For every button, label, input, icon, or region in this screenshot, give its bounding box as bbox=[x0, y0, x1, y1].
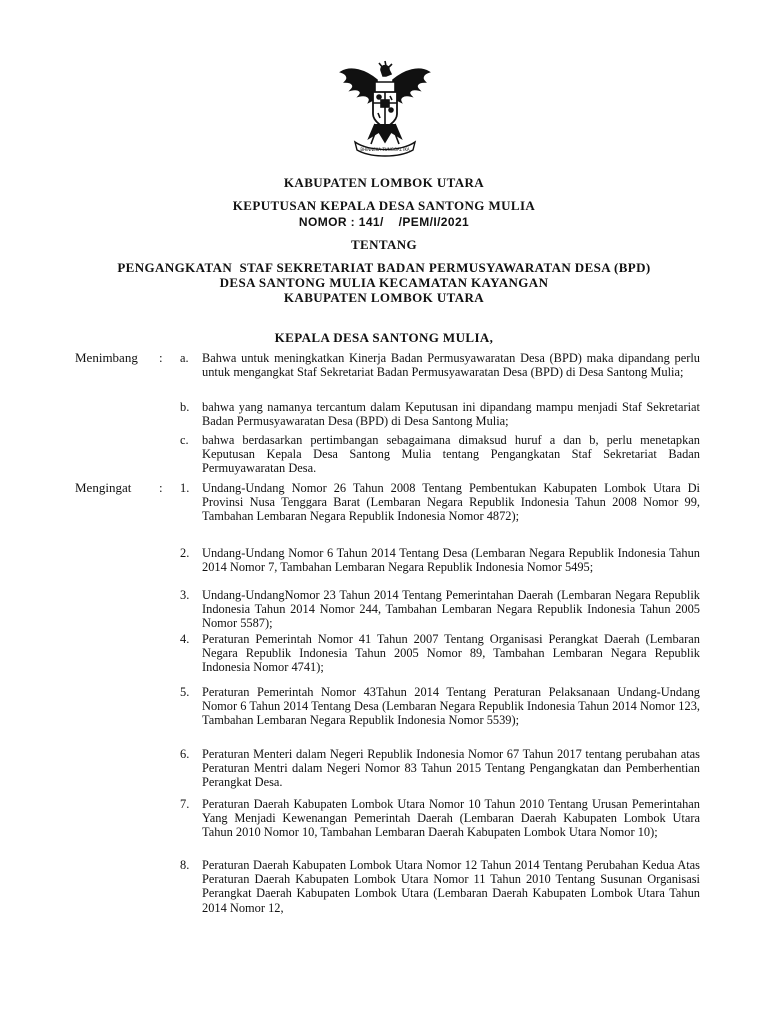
item-marker: 2. bbox=[180, 546, 190, 560]
item-marker: 3. bbox=[180, 588, 190, 602]
item-text: Peraturan Pemerintah Nomor 41 Tahun 2007 Tentang Organisasi Perangkat Daerah (Lembaran Negara Republik Indonesia Tahun 2005 Nomor 89, Tambahan Lembaran Negara Republik Indonesia Nomor 4741); bbox=[202, 632, 700, 675]
keputusan-heading: KEPUTUSAN KEPALA DESA SANTONG MULIA bbox=[232, 198, 536, 213]
mengingat-label: Mengingat bbox=[75, 480, 132, 495]
subject-line-1: PENGANGKATAN STAF SEKRETARIAT BADAN PERMUSYAWARATAN DESA (BPD) bbox=[117, 260, 651, 275]
item-text: Peraturan Menteri dalam Negeri Republik Indonesia Nomor 67 Tahun 2017 tentang perubahan atas Peraturan Mentri dalam Negeri Nomor 83 Tahun 2015 Tentang Pengangkatan dan Pemberhentian Perangkat Desa. bbox=[202, 747, 700, 790]
item-marker: 4. bbox=[180, 632, 190, 646]
item-text: Bahwa untuk meningkatkan Kinerja Badan Permusyawaratan Desa (BPD) maka dipandang perlu untuk mengangkat Staf Sekretariat Badan Permusyawaratan Desa (BPD) di Desa Santong Mulia; bbox=[202, 351, 700, 380]
emblem-motto: BHINNEKA TUNGGAL IKA bbox=[360, 147, 410, 152]
nomor-line: NOMOR : 141/ /PEM/I/2021 bbox=[298, 215, 470, 229]
item-marker: 7. bbox=[180, 797, 190, 811]
item-marker: 5. bbox=[180, 685, 190, 699]
item-marker: b. bbox=[180, 400, 190, 414]
item-text: Peraturan Daerah Kabupaten Lombok Utara Nomor 12 Tahun 2014 Tentang Perubahan Kedua Atas Peraturan Daerah Kabupaten Lombok Utara Nomor 11 Tahun 2010 Tentang Susunan Organisasi Perangkat Daerah Kabupaten Lombok Utara (Lembaran Daerah Kabupaten Lombok Utara Tahun 2014 Nomor 12, bbox=[202, 858, 700, 915]
item-text: Undang-UndangNomor 23 Tahun 2014 Tentang Pemerintahan Daerah (Lembaran Negara Republik Indonesia Tahun 2014 Nomor 244, Tambahan Lembaran Negara Republik Indonesia Tahun 2005 Nomor 5587); bbox=[202, 588, 700, 631]
menimbang-colon: : bbox=[159, 350, 163, 365]
garuda-emblem-icon bbox=[329, 58, 441, 160]
item-text: Peraturan Pemerintah Nomor 43Tahun 2014 Tentang Peraturan Pelaksanaan Undang-Undang Nomor 6 Tahun 2014 Tentang Desa (Lembaran Negara Republik Indonesia Tahun 2014 Nomor 123, Tambahan Lembaran Negara Republik Indonesia Nomor 5539); bbox=[202, 685, 700, 728]
item-marker: 6. bbox=[180, 747, 190, 761]
item-text: Undang-Undang Nomor 6 Tahun 2014 Tentang Desa (Lembaran Negara Republik Indonesia Tahun 2014 Nomor 7, Tambahan Lembaran Negara Republik Indonesia Nomor 5495; bbox=[202, 546, 700, 575]
item-text: Undang-Undang Nomor 26 Tahun 2008 Tentang Pembentukan Kabupaten Lombok Utara Di Provinsi Nusa Tenggara Barat (Lembaran Negara Republik Indonesia Tahun 2008 Nomor 99, Tambahan Lembaran Negara Republik Indonesia Nomor 4872); bbox=[202, 481, 700, 524]
kabupaten-heading: KABUPATEN LOMBOK UTARA bbox=[283, 175, 485, 190]
tentang-heading: TENTANG bbox=[350, 237, 418, 252]
item-marker: 8. bbox=[180, 858, 190, 872]
mengingat-colon: : bbox=[159, 480, 163, 495]
menimbang-label: Menimbang bbox=[75, 350, 138, 365]
item-marker: 1. bbox=[180, 481, 190, 495]
item-text: Peraturan Daerah Kabupaten Lombok Utara Nomor 10 Tahun 2010 Tentang Urusan Pemerintahan Yang Menjadi Kewenangan Pemerintah Daerah (Lembaran Daerah Kabupaten Lombok Utara Tahun 2010 Nomor 10, Tambahan Lembaran Daerah Kabupaten Lombok Utara Nomor 10); bbox=[202, 797, 700, 840]
kepala-desa-heading: KEPALA DESA SANTONG MULIA, bbox=[274, 330, 494, 345]
item-marker: a. bbox=[180, 351, 189, 365]
item-marker: c. bbox=[180, 433, 189, 447]
item-text: bahwa yang namanya tercantum dalam Keputusan ini dipandang mampu menjadi Staf Sekretariat Badan Permusyawaratan Desa (BPD) di Desa Santong Mulia; bbox=[202, 400, 700, 429]
subject-line-3: KABUPATEN LOMBOK UTARA bbox=[283, 290, 485, 305]
item-text: bahwa berdasarkan pertimbangan sebagaimana dimaksud huruf a dan b, perlu menetapkan Keputusan Kepala Desa Santong Mulia tentang Pengangkatan Staf Sekretariat Badan Permuyawaratan Desa. bbox=[202, 433, 700, 476]
subject-line-2: DESA SANTONG MULIA KECAMATAN KAYANGAN bbox=[219, 275, 549, 290]
